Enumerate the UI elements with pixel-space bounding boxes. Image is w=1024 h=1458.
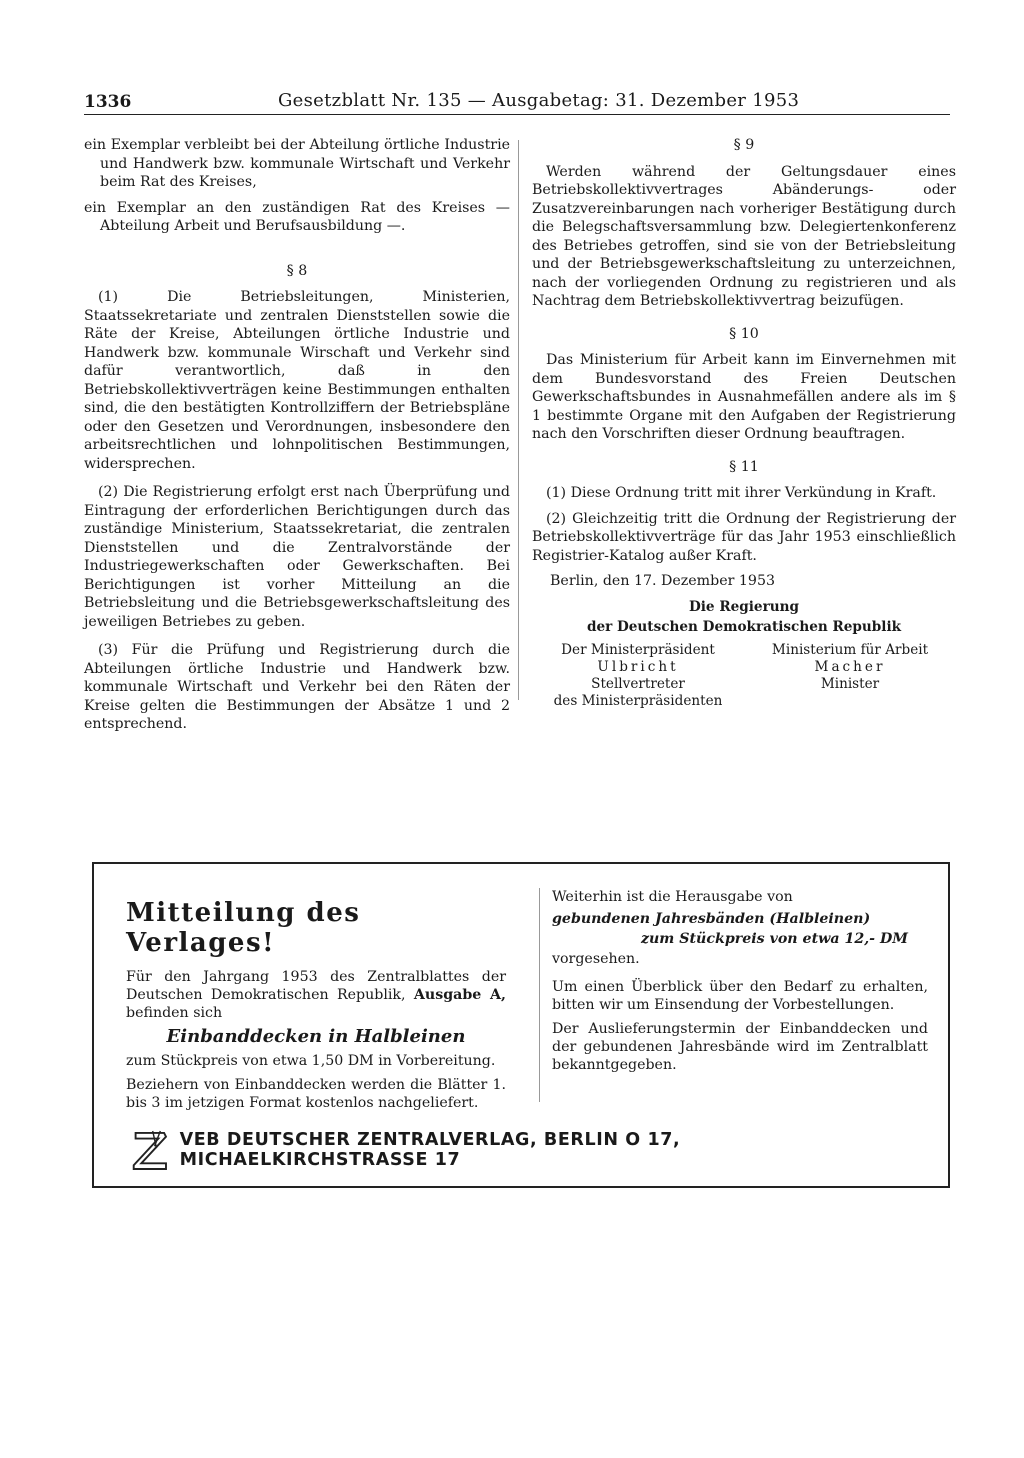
notice-right-para-1: Weiterhin ist die Herausgabe von <box>552 889 793 905</box>
column-divider <box>518 140 519 700</box>
signature-left <box>532 642 744 710</box>
notice-left-para-1-a: Für den Jahrgang 1953 des Zentralblattes der Deutschen Demokratischen Republik, <box>126 969 506 1003</box>
section-11-para-1: (1) Diese Ordnung tritt mit ihrer Verkündung in Kraft. <box>546 485 937 501</box>
publisher-address: VEB DEUTSCHER ZENTRALVERLAG, BERLIN O 17, MICHAELKIRCHSTRASSE 17 <box>179 1130 681 1170</box>
signature-left-role-2: des Ministerpräsidenten <box>553 692 723 709</box>
left-column <box>84 136 510 741</box>
notice-left <box>126 894 506 1118</box>
section-heading-10: § 10 <box>729 325 759 342</box>
notice-right-para-4: Der Auslieferungstermin der Einbanddecken und der gebundenen Jahresbände wird im Zentralblatt bekanntgegeben. <box>552 1021 928 1073</box>
notice-left-para-2: zum Stückpreis von etwa 1,50 DM in Vorbereitung. <box>126 1053 496 1069</box>
section-heading-9: § 9 <box>733 137 755 153</box>
signature-block <box>532 642 956 710</box>
notice-divider <box>539 888 540 1102</box>
page-number: 1336 <box>84 92 132 112</box>
notice-left-para-1-c: befinden sich <box>126 1005 223 1021</box>
section-9-text: Werden während der Geltungsdauer eines Betriebskollektivvertrages Abänderungs- oder Zusatzvereinbarungen nach vorheriger Bestätigung durch die Belegschaftsversammlung bzw. Delegiertenkonferenz des Betriebes getroffen, sind sie von der Betriebsleitung und der Betriebsgewerkschaftsleitung zu unterzeichnen, nach der vorliegenden Ordnung zu registrieren und als Nachtrag dem Betriebskollektivvertrag beizufügen. <box>532 163 956 309</box>
paragraph-exemplar-2: ein Exemplar an den zuständigen Rat des Kreises — Abteilung Arbeit und Berufsausbildung —. <box>84 199 510 234</box>
section-8-para-1: (1) Die Betriebsleitungen, Ministerien, Staatssekretariate und zentralen Dienststellen sowie die Räte der Kreise, Abteilungen örtliche Industrie und Handwerk bzw. kommunale Wirschaft und Verkehr sind dafür verantwortlich, daß in den Betriebskollektivverträgen keine Bestimmungen enthalten sind, die den bestätigten Kontrollziffern der Betriebspläne oder den Gesetzen und Verordnungen, insbesondere den arbeitsrechtlichen und lohnpolitischen Bestimmungen, widersprechen. <box>84 289 510 472</box>
notice-left-para-3: Beziehern von Einbanddecken werden die Blätter 1. bis 3 im jetzigen Format kostenlos nachgeliefert. <box>126 1077 506 1111</box>
publisher-notice-box <box>92 862 950 1188</box>
date-line: Berlin, den 17. Dezember 1953 <box>550 573 776 589</box>
notice-footer <box>128 1126 928 1174</box>
notice-edition: Ausgabe A, <box>413 987 506 1003</box>
notice-right-italic-2: zum Stückpreis von etwa 12,- DM <box>640 931 908 947</box>
publisher-logo-icon <box>128 1126 174 1174</box>
notice-right-para-2: vorgesehen. <box>552 951 640 967</box>
notice-right-para-3: Um einen Überblick über den Bedarf zu erhalten, bitten wir um Einsendung der Vorbestellungen. <box>552 979 928 1013</box>
section-heading-11: § 11 <box>729 458 759 475</box>
signature-right-name: Macher <box>814 658 886 675</box>
signature-right-role: Minister <box>820 675 880 692</box>
signature-right <box>744 642 956 710</box>
header-rule <box>84 114 950 115</box>
signature-right-title: Ministerium für Arbeit <box>771 641 929 658</box>
section-heading-8: § 8 <box>286 262 308 279</box>
notice-highlight: Einbanddecken in Halbleinen <box>166 1026 466 1047</box>
section-8-para-2: (2) Die Registrierung erfolgt erst nach Überprüfung und Eintragung der erforderlichen Berichtigungen durch das zuständige Ministerium, Staatssekretariat, die zentralen Dienststellen und die Zentralvorstände der Industriegewerkschaften oder Gewerkschaften. Bei Berichtigungen ist vorher Mitteilung an die Betriebsleitung und die Betriebsgewerkschaftsleitung des jeweiligen Betriebes zu geben. <box>84 484 510 630</box>
signature-left-role: Stellvertreter <box>591 675 685 692</box>
right-column <box>532 136 956 710</box>
section-10-text: Das Ministerium für Arbeit kann im Einvernehmen mit dem Bundesvorstand des Freien Deutschen Gewerkschaftsbundes in Ausnahmefällen andere als im § 1 bestimmte Organe mit den Aufgaben der Registrierung nach den Vorschriften dieser Ordnung beauftragen. <box>532 352 956 442</box>
government-line-1: Die Regierung <box>688 598 800 615</box>
notice-right-italic-1: gebundenen Jahresbänden (Halbleinen) <box>552 911 871 927</box>
government-line-2: der Deutschen Demokratischen Republik <box>586 618 902 635</box>
section-11-para-2: (2) Gleichzeitig tritt die Ordnung der Registrierung der Betriebskollektivverträge für das Jahr 1953 einschließlich Registrier-Katalog außer Kraft. <box>532 510 956 564</box>
notice-title: Mitteilung des Verlages! <box>126 898 361 958</box>
notice-left-para-1 <box>126 968 506 1022</box>
notice-right <box>552 888 928 1080</box>
section-8-para-3: (3) Für die Prüfung und Registrierung durch die Abteilungen örtliche Industrie und Handwerk bzw. kommunale Wirtschaft und Verkehr bei den Räten der Kreise gelten die Bestimmungen der Absätze 1 und 2 entsprechend. <box>84 642 510 732</box>
paragraph-exemplar-1: ein Exemplar verbleibt bei der Abteilung örtliche Industrie und Handwerk bzw. kommunale Wirtschaft und Verkehr beim Rat des Kreises, <box>84 137 510 190</box>
page-header-title: Gesetzblatt Nr. 135 — Ausgabetag: 31. Dezember 1953 <box>278 90 800 111</box>
signature-left-title: Der Ministerpräsident <box>561 641 715 658</box>
signature-left-name: Ulbricht <box>597 658 679 675</box>
